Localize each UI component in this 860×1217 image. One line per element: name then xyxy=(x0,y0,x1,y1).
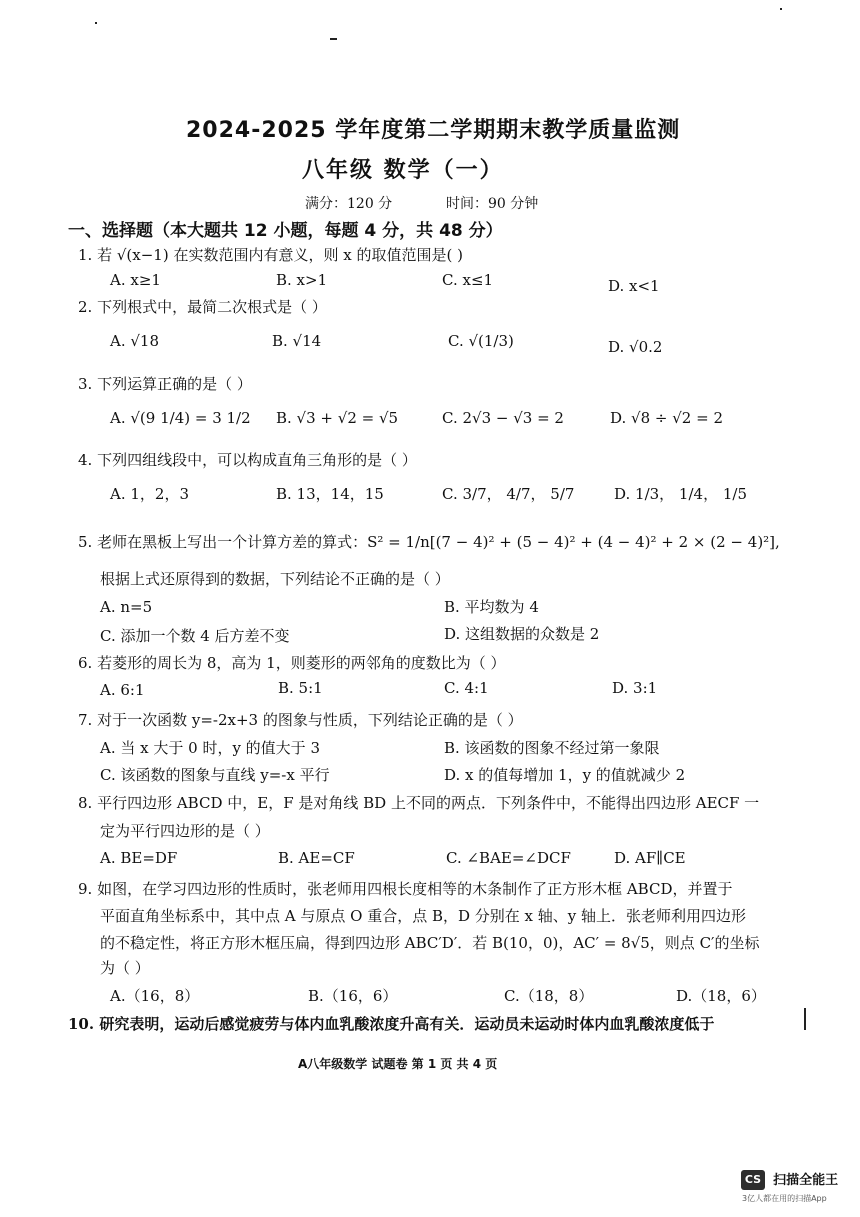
q1-option-d: D. x<1 xyxy=(608,277,660,295)
q2-option-a: A. √18 xyxy=(110,332,160,350)
question-9-line-3: 的不稳定性，将正方形木框压扁，得到四边形 ABC′D′．若 B(10，0)，AC′ = 8√5，则点 C′的坐标 xyxy=(100,934,760,952)
q5-option-b: B. 平均数为 4 xyxy=(444,598,539,616)
q5-option-a: A. n=5 xyxy=(100,598,153,616)
q6-option-d: D. 3:1 xyxy=(612,679,658,697)
q4-option-b: B. 13，14，15 xyxy=(276,485,384,503)
question-8-continued: 定为平行四边形的是（ ） xyxy=(100,822,270,840)
q4-option-a: A. 1，2，3 xyxy=(110,485,189,503)
question-9-line-4: 为（ ） xyxy=(100,959,150,977)
q5-option-c: C. 添加一个数 4 后方差不变 xyxy=(100,627,290,645)
q2-option-b: B. √14 xyxy=(272,332,322,350)
q7-option-d: D. x 的值每增加 1，y 的值就减少 2 xyxy=(444,766,686,784)
question-3: 3. 下列运算正确的是（ ） xyxy=(78,375,252,393)
q5-option-d: D. 这组数据的众数是 2 xyxy=(444,625,600,643)
question-2: 2. 下列根式中，最简二次根式是（ ） xyxy=(78,298,327,316)
q3-option-c: C. 2√3 − √3 = 2 xyxy=(442,409,564,427)
q8-option-c: C. ∠BAE=∠DCF xyxy=(446,849,571,867)
scanner-watermark xyxy=(741,1168,838,1190)
section-title: 一、选择题（本大题共 12 小题，每题 4 分，共 48 分） xyxy=(68,221,503,241)
q6-option-a: A. 6:1 xyxy=(100,681,145,699)
q9-option-d: D.（18，6） xyxy=(676,987,766,1005)
question-1: 1. 若 √(x−1) 在实数范围内有意义，则 x 的取值范围是( ) xyxy=(78,246,463,264)
exam-time: 时间：90 分钟 xyxy=(446,196,539,212)
question-4: 4. 下列四组线段中，可以构成直角三角形的是（ ） xyxy=(78,451,417,469)
scan-edge-mark xyxy=(804,1008,806,1030)
scan-speck xyxy=(330,38,337,40)
q8-option-d: D. AF∥CE xyxy=(614,849,686,867)
question-7: 7. 对于一次函数 y=-2x+3 的图象与性质，下列结论正确的是（ ） xyxy=(78,711,523,729)
question-6: 6. 若菱形的周长为 8，高为 1，则菱形的两邻角的度数比为（ ） xyxy=(78,654,506,672)
question-9: 9. 如图，在学习四边形的性质时，张老师用四根长度相等的木条制作了正方形木框 ABCD，并置于 xyxy=(78,880,733,898)
exam-subtitle: 八年级 数学（一） xyxy=(302,158,504,183)
q3-option-a: A. √(9 1/4) = 3 1/2 xyxy=(110,409,251,427)
q2-option-d: D. √0.2 xyxy=(608,338,663,356)
page-footer: A八年级数学 试题卷 第 1 页 共 4 页 xyxy=(298,1057,498,1071)
q6-option-b: B. 5:1 xyxy=(278,679,323,697)
exam-title: 2024-2025 学年度第二学期期末教学质量监测 xyxy=(186,118,681,143)
q7-option-b: B. 该函数的图象不经过第一象限 xyxy=(444,739,660,757)
question-9-line-2: 平面直角坐标系中，其中点 A 与原点 O 重合，点 B，D 分别在 x 轴、y 轴上．张老师利用四边形 xyxy=(100,907,747,925)
q1-option-a: A. x≥1 xyxy=(110,271,161,289)
watermark-tagline: 3亿人都在用的扫描App xyxy=(742,1194,827,1203)
camscanner-logo-icon: CS xyxy=(741,1170,765,1190)
question-5-continued: 根据上式还原得到的数据，下列结论不正确的是（ ） xyxy=(100,570,450,588)
q8-option-a: A. BE=DF xyxy=(100,849,178,867)
q3-option-d: D. √8 ÷ √2 = 2 xyxy=(610,409,723,427)
q3-option-b: B. √3 + √2 = √5 xyxy=(276,409,399,427)
q9-option-a: A.（16，8） xyxy=(110,987,200,1005)
q6-option-c: C. 4:1 xyxy=(444,679,489,697)
question-10: 10. 研究表明，运动后感觉疲劳与体内血乳酸浓度升高有关．运动员未运动时体内血乳酸浓度低于 xyxy=(68,1015,715,1033)
q7-option-c: C. 该函数的图象与直线 y=-x 平行 xyxy=(100,766,330,784)
scan-speck xyxy=(95,22,97,24)
q4-option-d: D. 1/3， 1/4， 1/5 xyxy=(614,485,747,503)
q1-option-c: C. x≤1 xyxy=(442,271,494,289)
q4-option-c: C. 3/7， 4/7， 5/7 xyxy=(442,485,575,503)
q2-option-c: C. √(1/3) xyxy=(448,332,514,350)
q9-option-b: B.（16，6） xyxy=(308,987,398,1005)
q1-option-b: B. x>1 xyxy=(276,271,328,289)
question-8: 8. 平行四边形 ABCD 中，E，F 是对角线 BD 上不同的两点．下列条件中，不能得出四边形 AECF 一 xyxy=(78,794,760,812)
question-5: 5. 老师在黑板上写出一个计算方差的算式：S² = 1/n[(7 − 4)² + (5 − 4)² + (4 − 4)² + 2 × (2 − 4)²], xyxy=(78,533,780,551)
q7-option-a: A. 当 x 大于 0 时，y 的值大于 3 xyxy=(100,739,320,757)
q9-option-c: C.（18，8） xyxy=(504,987,594,1005)
q8-option-b: B. AE=CF xyxy=(278,849,355,867)
scan-speck xyxy=(780,8,782,10)
watermark-app-name: 扫描全能王 xyxy=(773,1173,839,1188)
full-score: 满分：120 分 xyxy=(305,196,393,212)
